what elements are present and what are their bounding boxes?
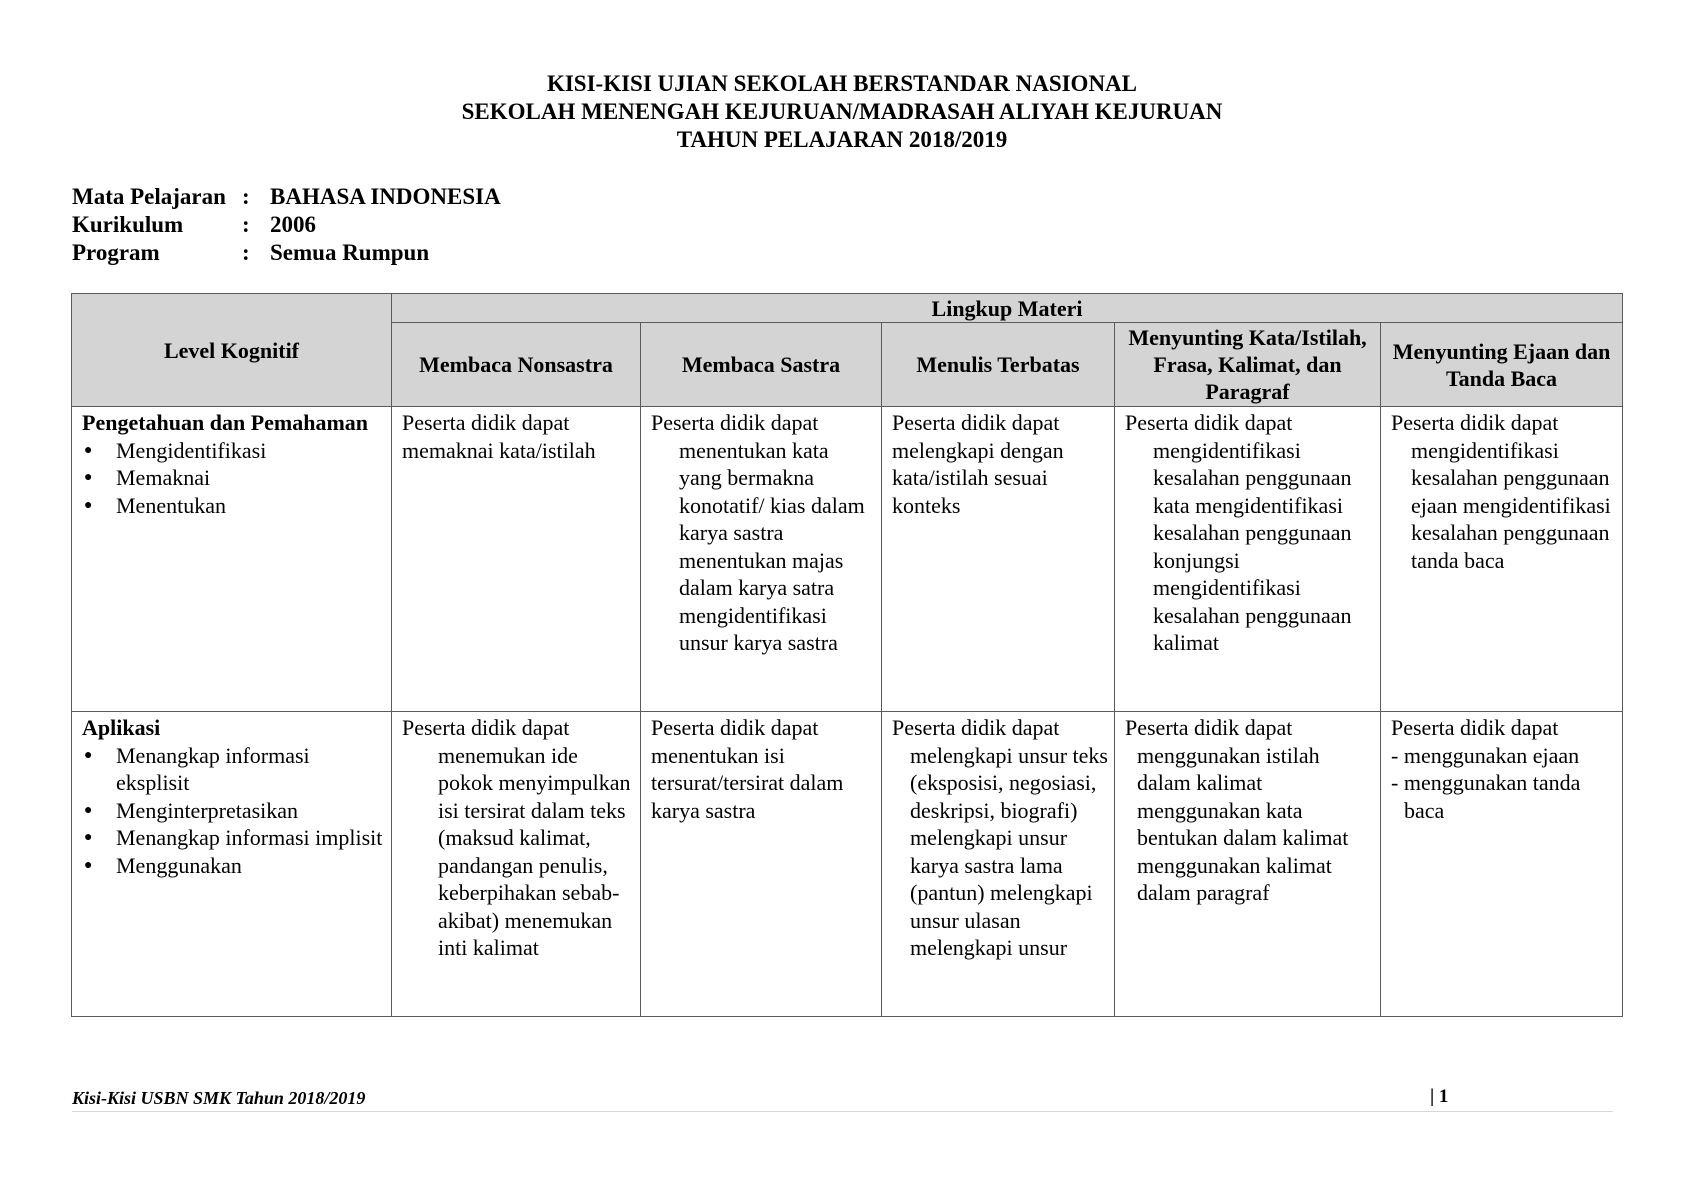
meta-label: Kurikulum (72, 212, 184, 237)
level-item: Menginterpretasikan (116, 797, 299, 823)
table-cell (1115, 712, 1381, 1017)
kisi-kisi-table (71, 293, 1623, 1017)
meta-value: Semua Rumpun (270, 240, 430, 265)
column-header: Membaca Nonsastra (392, 323, 641, 407)
level-cell (72, 712, 392, 1017)
title-line-2: SEKOLAH MENENGAH KEJURUAN/MADRASAH ALIYAH KEJURUAN (461, 99, 1223, 124)
table-cell (641, 407, 882, 712)
table-cell (392, 407, 641, 712)
dash-item: - menggunakan tanda (1391, 770, 1581, 795)
table-cell (641, 712, 882, 1017)
cell-text: mengidentifikasi kesalahan penggunaan ejaan mengidentifikasi kesalahan penggunaan tanda baca (1411, 437, 1611, 573)
list-item (82, 437, 385, 465)
meta-row-program (72, 239, 501, 267)
footer-divider (72, 1111, 1613, 1112)
list-item (82, 852, 385, 880)
table-row (72, 712, 1623, 1017)
meta-label: Mata Pelajaran (72, 184, 226, 209)
table-cell (392, 712, 641, 1017)
cell-intro: Peserta didik dapat (892, 715, 1060, 740)
cell-text: Peserta didik dapat menentukan isi tersurat/tersirat dalam karya sastra (651, 715, 844, 823)
column-header: Menyunting Ejaan dan Tanda Baca (1381, 323, 1623, 407)
table-cell (882, 712, 1115, 1017)
level-item: Menentukan (116, 492, 226, 518)
cell-intro: Peserta didik dapat (1391, 715, 1559, 740)
meta-colon: : (242, 184, 250, 209)
bullet-icon: ● (84, 830, 93, 845)
level-item: Menggunakan (116, 852, 242, 878)
column-header: Menulis Terbatas (882, 323, 1115, 407)
cell-intro: Peserta didik dapat (651, 410, 819, 435)
cell-text: Peserta didik dapat melengkapi dengan kata/istilah sesuai konteks (892, 410, 1064, 518)
document-meta (72, 183, 501, 267)
level-item: Mengidentifikasi (116, 437, 267, 463)
meta-colon: : (242, 212, 250, 237)
lingkup-materi-header: Lingkup Materi (392, 294, 1623, 323)
cell-intro: Peserta didik dapat (1391, 410, 1559, 435)
meta-value: BAHASA INDONESIA (270, 184, 501, 209)
cell-text: mengidentifikasi kesalahan penggunaan kata mengidentifikasi kesalahan penggunaan konjungsi mengidentifikasi kesalahan penggunaan kalimat (1153, 437, 1352, 655)
bullet-icon: ● (84, 747, 93, 763)
cell-text: melengkapi unsur teks (eksposisi, negosiasi, deskripsi, biografi) melengkapi unsur karya sastra lama (pantun) melengkapi unsur ulasan melengkapi unsur (910, 742, 1108, 960)
bullet-icon: ● (84, 497, 93, 513)
list-item (82, 824, 385, 852)
meta-row-subject (72, 183, 501, 211)
title-line-1: KISI-KISI UJIAN SEKOLAH BERSTANDAR NASIONAL (546, 71, 1138, 96)
column-header: Membaca Sastra (641, 323, 882, 407)
table-row (72, 407, 1623, 712)
document-title (0, 70, 1684, 154)
cell-intro: Peserta didik dapat (1125, 410, 1293, 435)
level-title: Pengetahuan dan Pemahaman (82, 410, 369, 435)
dash-item: - menggunakan ejaan (1391, 742, 1580, 768)
list-item (82, 742, 385, 797)
level-item: Menangkap informasi eksplisit (116, 742, 310, 795)
level-cell (72, 407, 392, 712)
meta-value: 2006 (270, 212, 316, 237)
list-item (82, 464, 385, 492)
footer-page-number: | 1 (1430, 1086, 1449, 1107)
level-kognitif-header: Level Kognitif (72, 294, 392, 407)
cell-text: menggunakan istilah dalam kalimat menggunakan kata bentukan dalam kalimat menggunakan kalimat dalam paragraf (1137, 742, 1349, 905)
column-header: Menyunting Kata/Istilah, Frasa, Kalimat, dan Paragraf (1115, 323, 1381, 407)
bullet-icon: ● (84, 857, 93, 873)
cell-text: menentukan kata yang bermakna konotatif/ kias dalam karya sastra menentukan majas dalam karya satra mengidentifikasi unsur karya sastra (679, 437, 865, 655)
cell-text: Peserta didik dapat memaknai kata/istilah (402, 410, 596, 463)
cell-text: menemukan ide pokok menyimpulkan isi tersirat dalam teks (maksud kalimat, pandangan penulis, keberpihakan sebab-akibat) menemukan inti kalimat (438, 742, 631, 960)
level-item: Menangkap informasi implisit (116, 825, 383, 850)
list-item (82, 492, 385, 520)
table-cell (1115, 407, 1381, 712)
table-cell (882, 407, 1115, 712)
cell-intro: Peserta didik dapat (402, 715, 570, 740)
table-cell (1381, 712, 1623, 1017)
footer-document-name: Kisi-Kisi USBN SMK Tahun 2018/2019 (72, 1088, 366, 1108)
dash-item-continuation: baca (1404, 797, 1445, 823)
title-line-3: TAHUN PELAJARAN 2018/2019 (676, 127, 1008, 152)
bullet-icon: ● (84, 470, 93, 485)
meta-colon: : (242, 240, 250, 265)
bullet-icon: ● (84, 802, 93, 818)
cell-intro: Peserta didik dapat (1125, 715, 1293, 740)
list-item (82, 797, 385, 825)
meta-label: Program (72, 240, 160, 265)
meta-row-curriculum (72, 211, 501, 239)
level-item: Memaknai (116, 465, 211, 490)
bullet-icon: ● (84, 442, 93, 458)
level-title: Aplikasi (82, 715, 161, 740)
table-cell (1381, 407, 1623, 712)
